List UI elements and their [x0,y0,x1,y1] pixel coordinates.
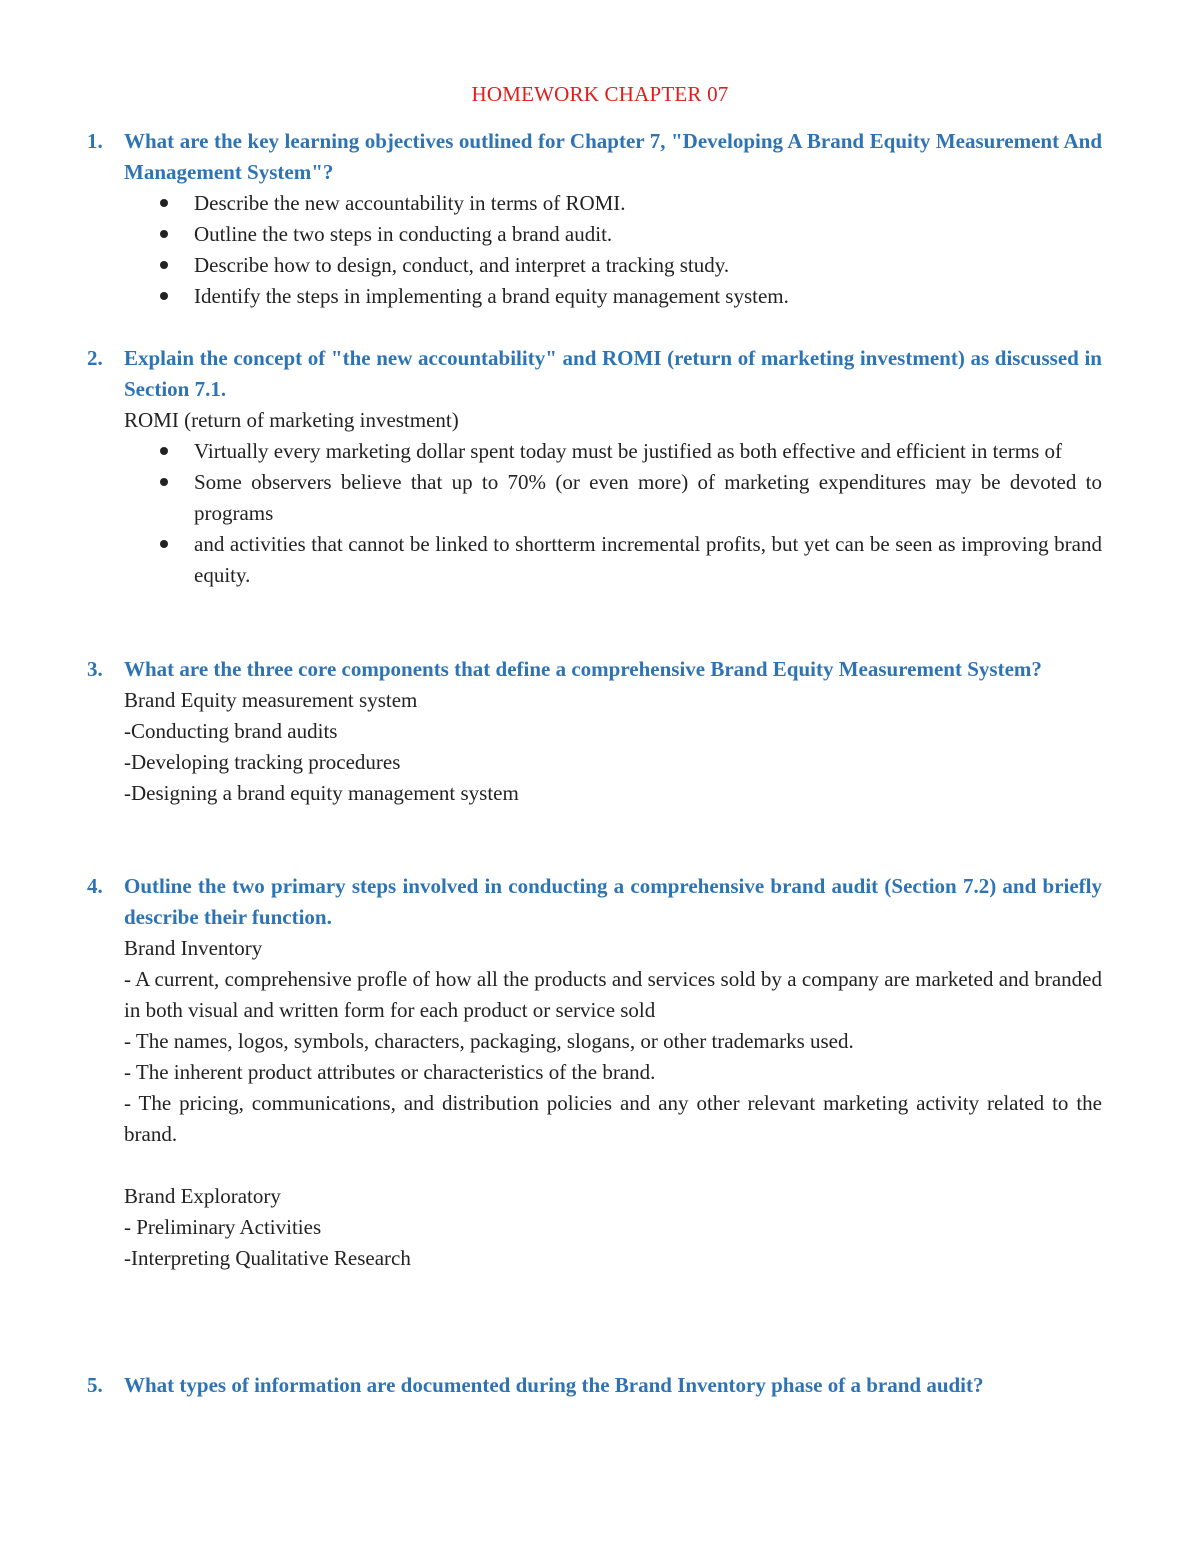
question-text: Outline the two primary steps involved in conducting a comprehensive brand audit (Section 7.2) and briefly describe their function. [124,874,1102,929]
answer-line: Brand Equity measurement system [124,688,418,712]
question-4 [87,871,1102,1274]
answer-bullet-list [124,436,1102,591]
question-number: 4. [87,874,103,898]
answer-line: -Designing a brand equity management system [124,781,519,805]
bullet-icon [160,478,168,486]
bullet-icon [160,230,168,238]
question-number: 5. [87,1373,103,1397]
answer-line: - The inherent product attributes or characteristics of the brand. [124,1060,656,1084]
list-item: and activities that cannot be linked to shortterm incremental profits, but yet can be seen as improving brand equity. [124,529,1102,591]
answer-heading-brand-inventory: Brand Inventory [124,936,263,960]
answer-bullet-list [124,188,1102,312]
question-2 [87,343,1102,591]
question-text: What are the three core components that define a comprehensive Brand Equity Measurement System? [124,657,1042,681]
answer-line: - The pricing, communications, and distribution policies and any other relevant marketing activity related to the brand. [124,1091,1102,1146]
answer-line: - Preliminary Activities [124,1215,322,1239]
question-text: What are the key learning objectives outlined for Chapter 7, "Developing A Brand Equity Measurement And Management System"? [124,129,1102,184]
question-number: 2. [87,346,103,370]
question-number: 3. [87,657,103,681]
list-item: Some observers believe that up to 70% (or even more) of marketing expenditures may be devoted to programs [124,467,1102,529]
spacer [124,1150,1102,1181]
question-text: What types of information are documented during the Brand Inventory phase of a brand audit? [124,1373,984,1397]
answer-line: -Developing tracking procedures [124,750,401,774]
bullet-icon [160,261,168,269]
question-number: 1. [87,129,103,153]
answer-line: -Conducting brand audits [124,719,338,743]
answer-heading-brand-exploratory: Brand Exploratory [124,1184,281,1208]
bullet-icon [160,199,168,207]
bullet-icon [160,292,168,300]
list-item: Virtually every marketing dollar spent today must be justified as both effective and efficient in terms of [124,436,1102,467]
list-item: Describe the new accountability in terms of ROMI. [124,188,1102,219]
question-1 [87,126,1102,312]
answer-intro: ROMI (return of marketing investment) [124,408,459,432]
bullet-icon [160,447,168,455]
answer-line: - The names, logos, symbols, characters, packaging, slogans, or other trademarks used. [124,1029,854,1053]
question-text: Explain the concept of "the new accountability" and ROMI (return of marketing investment) as discussed in Section 7.1. [124,346,1102,401]
question-5 [87,1370,1102,1401]
answer-line: - A current, comprehensive profle of how all the products and services sold by a company are marketed and branded in both visual and written form for each product or service sold [124,967,1102,1022]
bullet-icon [160,540,168,548]
list-item: Describe how to design, conduct, and interpret a tracking study. [124,250,1102,281]
list-item: Outline the two steps in conducting a brand audit. [124,219,1102,250]
list-item: Identify the steps in implementing a brand equity management system. [124,281,1102,312]
document-title: HOMEWORK CHAPTER 07 [471,82,729,106]
question-3 [87,654,1102,809]
answer-line: -Interpreting Qualitative Research [124,1246,411,1270]
